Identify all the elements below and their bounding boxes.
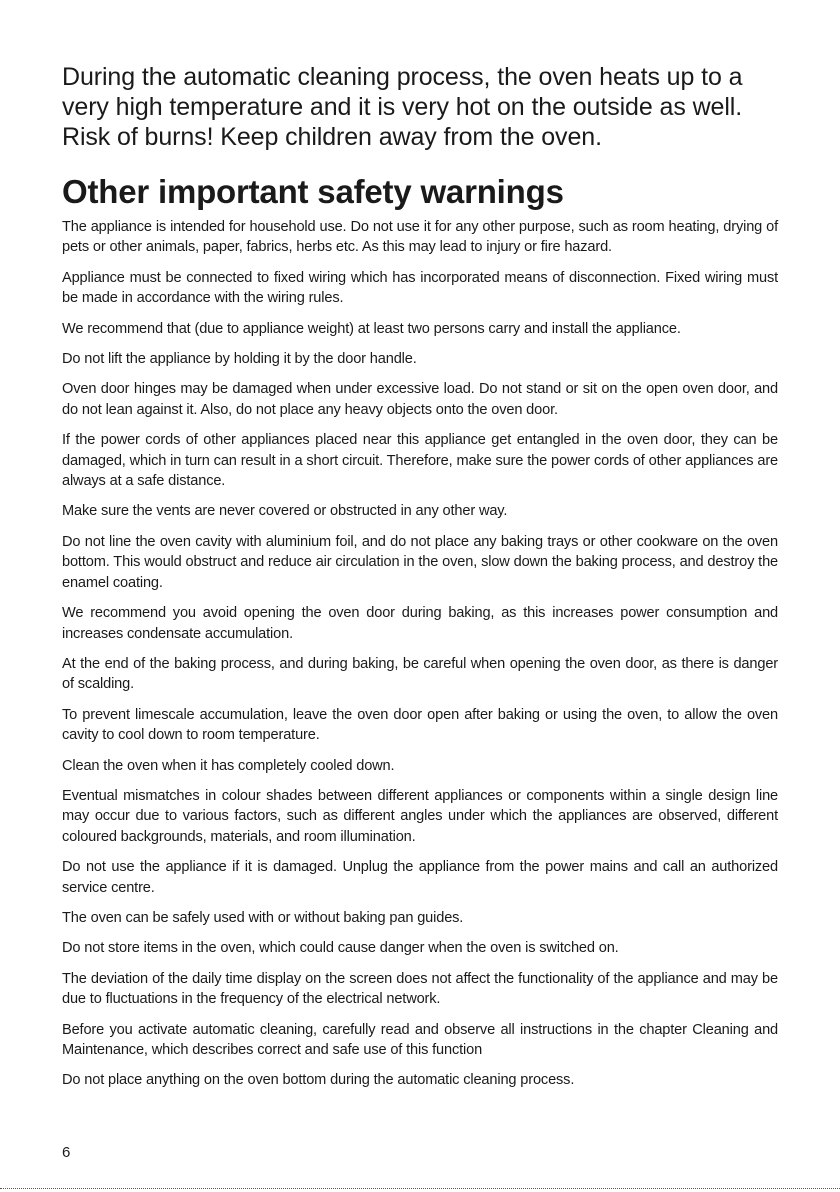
intro-warning: During the automatic cleaning process, the oven heats up to a very high temperature and it is very hot on the outside as well. Risk of burns! Keep children away from the oven. bbox=[62, 63, 743, 151]
paragraph-household-use: The appliance is intended for household use. Do not use it for any other purpose, such as room heating, drying of pets or other animals, paper, fabrics, herbs etc. As this may lead to injury or fire hazard. bbox=[62, 219, 778, 256]
paragraph-opening-door: We recommend you avoid opening the oven door during baking, as this increases power consumption and increases condensate accumulation. bbox=[62, 605, 778, 642]
paragraph-aluminium-foil: Do not line the oven cavity with aluminium foil, and do not place any baking trays or other cookware on the oven bottom. This would obstruct and reduce air circulation in the oven, slow down the baking process, and destroy the enamel coating. bbox=[62, 533, 778, 591]
paragraph-scalding: At the end of the baking process, and during baking, be careful when opening the oven door, as there is danger of scalding. bbox=[62, 655, 778, 693]
page-content bbox=[62, 62, 778, 1101]
paragraph-damaged-appliance: Do not use the appliance if it is damaged. Unplug the appliance from the power mains and call an authorized service centre. bbox=[62, 859, 778, 896]
paragraph-time-display: The deviation of the daily time display on the screen does not affect the functionality of the appliance and may be due to fluctuations in the frequency of the electrical network. bbox=[62, 970, 778, 1008]
paragraph-power-cords: If the power cords of other appliances placed near this appliance get entangled in the oven door, they can be damaged, which in turn can result in a short circuit. Therefore, make sure the power cords of other appliances are always at a safe distance. bbox=[62, 432, 778, 490]
paragraph-colour-shades: Eventual mismatches in colour shades between different appliances or components within a single design line may occur due to various factors, such as different angles under which the appliances are observed, different coloured backgrounds, materials, and room illumination. bbox=[62, 787, 778, 845]
paragraph-oven-bottom: Do not place anything on the oven bottom during the automatic cleaning process. bbox=[62, 1072, 575, 1089]
paragraph-store-items: Do not store items in the oven, which could cause danger when the oven is switched on. bbox=[62, 940, 619, 957]
bottom-divider bbox=[0, 1188, 840, 1189]
paragraph-door-hinges: Oven door hinges may be damaged when under excessive load. Do not stand or sit on the open oven door, and do not lean against it. Also, do not place any heavy objects onto the oven door. bbox=[62, 381, 778, 418]
paragraph-door-handle: Do not lift the appliance by holding it by the door handle. bbox=[62, 351, 417, 368]
paragraph-limescale: To prevent limescale accumulation, leave the oven door open after baking or using the oven, to allow the oven cavity to cool down to room temperature. bbox=[62, 706, 778, 744]
paragraph-automatic-cleaning: Before you activate automatic cleaning, carefully read and observe all instructions in the chapter Cleaning and Maintenance, which describes correct and safe use of this function bbox=[62, 1021, 778, 1058]
page-number: 6 bbox=[62, 1144, 71, 1161]
paragraph-clean-oven: Clean the oven when it has completely cooled down. bbox=[62, 757, 395, 774]
section-heading: Other important safety warnings bbox=[62, 173, 564, 210]
paragraph-vents: Make sure the vents are never covered or obstructed in any other way. bbox=[62, 503, 508, 520]
paragraph-pan-guides: The oven can be safely used with or without baking pan guides. bbox=[62, 909, 464, 926]
paragraph-fixed-wiring: Appliance must be connected to fixed wiring which has incorporated means of disconnection. Fixed wiring must be made in accordance with the wiring rules. bbox=[62, 269, 778, 307]
paragraph-two-persons: We recommend that (due to appliance weight) at least two persons carry and install the appliance. bbox=[62, 320, 681, 337]
